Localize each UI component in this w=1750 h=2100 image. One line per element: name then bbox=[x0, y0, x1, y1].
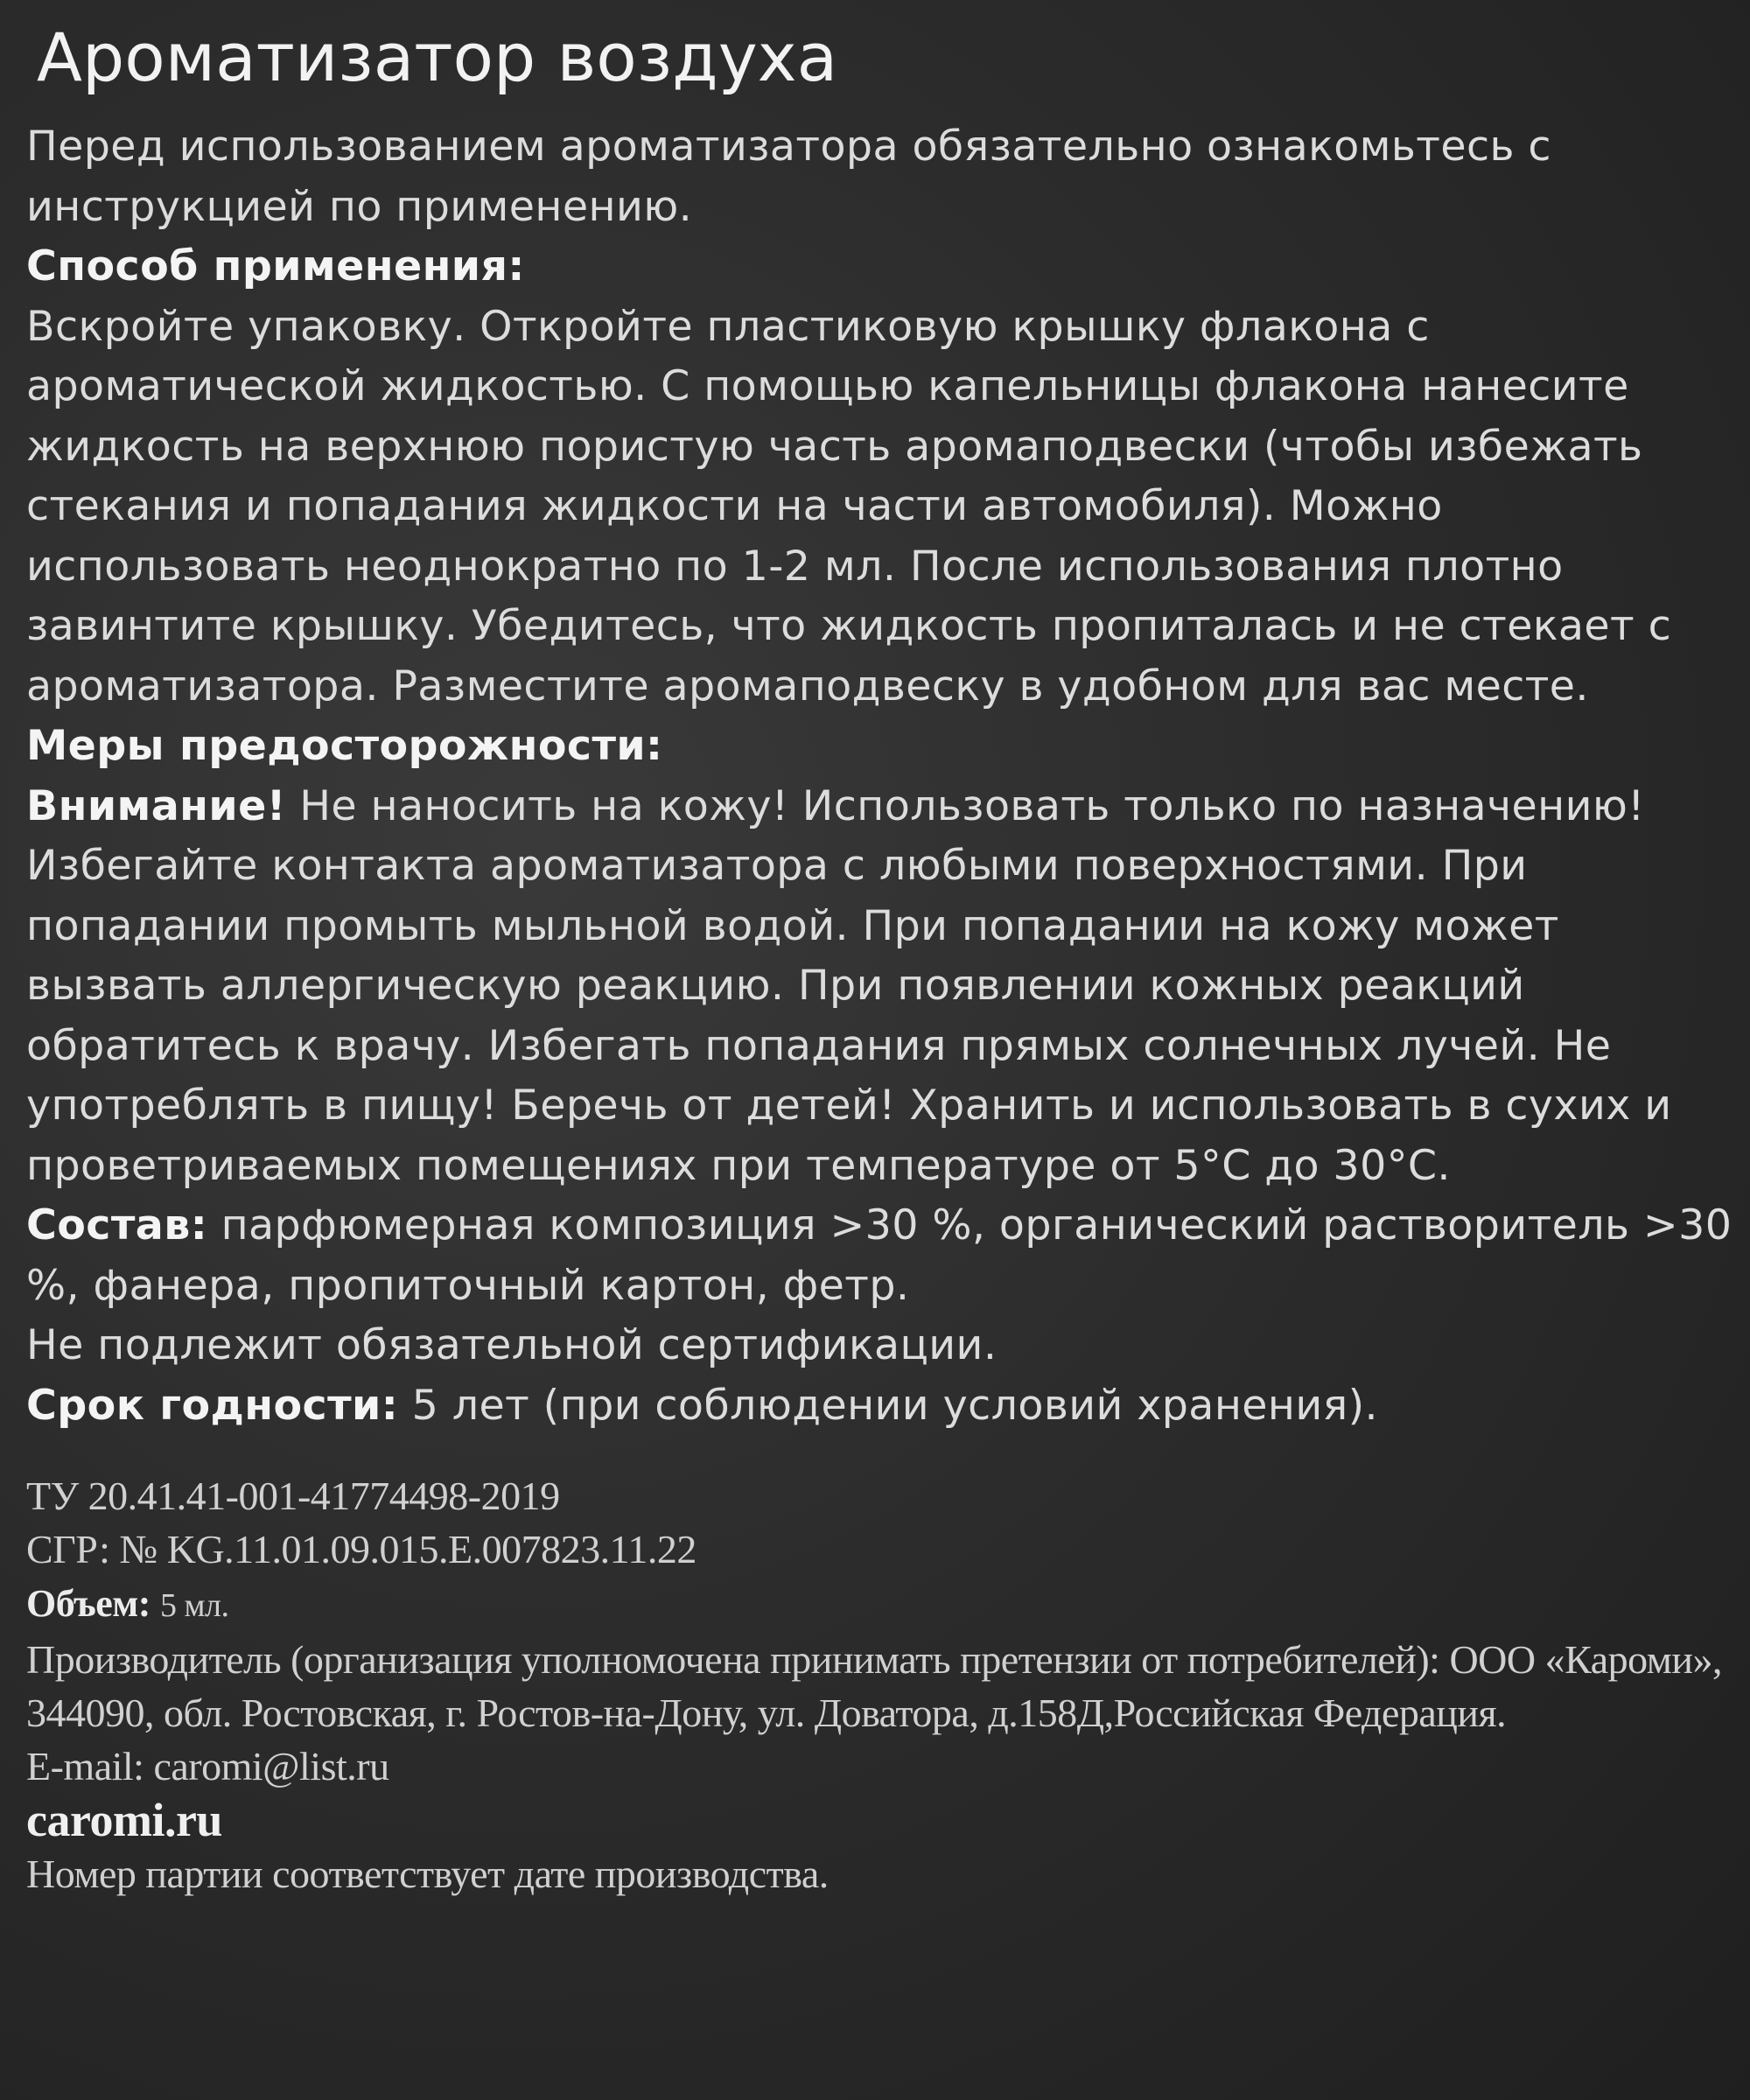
page-title: Ароматизатор воздуха bbox=[37, 18, 838, 96]
volume-label: Объем: bbox=[26, 1582, 150, 1625]
product-label bbox=[26, 18, 1732, 1900]
usage-text: Вскройте упаковку. Откройте пластиковую крышку флакона с ароматической жидкостью. С помощью капельницы флакона нанесите жидкость на верхнюю пористую часть аромаподвески (чтобы избежать стекания и попадания жидкости на части автомобиля). Можно использовать неоднократно по 1-2 мл. После использования плотно завинтите крышку. Убедитесь, что жидкость пропиталась и не стекает с ароматизатора. Разместите аромаподвеску в удобном для вас месте. bbox=[26, 302, 1672, 710]
certification-text: Не подлежит обязательной сертификации. bbox=[26, 1321, 998, 1369]
sgr-code: СГР: № KG.11.01.09.015.Е.007823.11.22 bbox=[26, 1527, 696, 1572]
precautions-heading: Меры предосторожности: bbox=[26, 722, 663, 770]
composition-label: Состав: bbox=[26, 1201, 208, 1250]
shelf-life-label: Срок годности: bbox=[26, 1381, 399, 1430]
usage-heading: Способ применения: bbox=[26, 242, 525, 290]
email: E-mail: caromi@list.ru bbox=[26, 1744, 389, 1788]
instructions-block bbox=[26, 117, 1732, 1436]
composition-text: Состав: парфюмерная композиция >30 %, органический растворитель >30 %, фанера, пропиточный картон, фетр. bbox=[26, 1201, 1732, 1310]
website-link: caromi.ru bbox=[26, 1794, 222, 1846]
volume-value: 5 мл. bbox=[159, 1587, 229, 1624]
warning-label: Внимание! bbox=[26, 781, 286, 830]
tu-code: ТУ 20.41.41-001-41774498-2019 bbox=[26, 1474, 560, 1518]
batch-note: Номер партии соответствует дате производства. bbox=[26, 1852, 829, 1896]
precautions-text: Внимание! Не наносить на кожу! Использовать только по назначению! Избегайте контакта ароматизатора с любыми поверхностями. При попадании промыть мыльной водой. При попадании на кожу может вызвать аллергическую реакцию. При появлении кожных реакций обратитесь к врачу. Избегать попадания прямых солнечных лучей. Не употреблять в пищу! Беречь от детей! Хранить и использовать в сухих и проветриваемых помещениях при температуре от 5°С до 30°С. bbox=[26, 781, 1672, 1190]
manufacturer-info: Производитель (организация уполномочена принимать претензии от потребителей): ООО «Кароми», 344090, обл. Ростовская, г. Ростов-на-Дону, ул. Доватора, д.158Д,Российская Федерация. bbox=[26, 1637, 1722, 1735]
intro-text: Перед использованием ароматизатора обязательно ознакомьтесь с инструкцией по применению. bbox=[26, 122, 1551, 231]
volume bbox=[26, 1576, 1732, 1633]
fine-print-block bbox=[26, 1469, 1732, 1900]
shelf-life-text: Срок годности: 5 лет (при соблюдении условий хранения). bbox=[26, 1381, 1379, 1430]
